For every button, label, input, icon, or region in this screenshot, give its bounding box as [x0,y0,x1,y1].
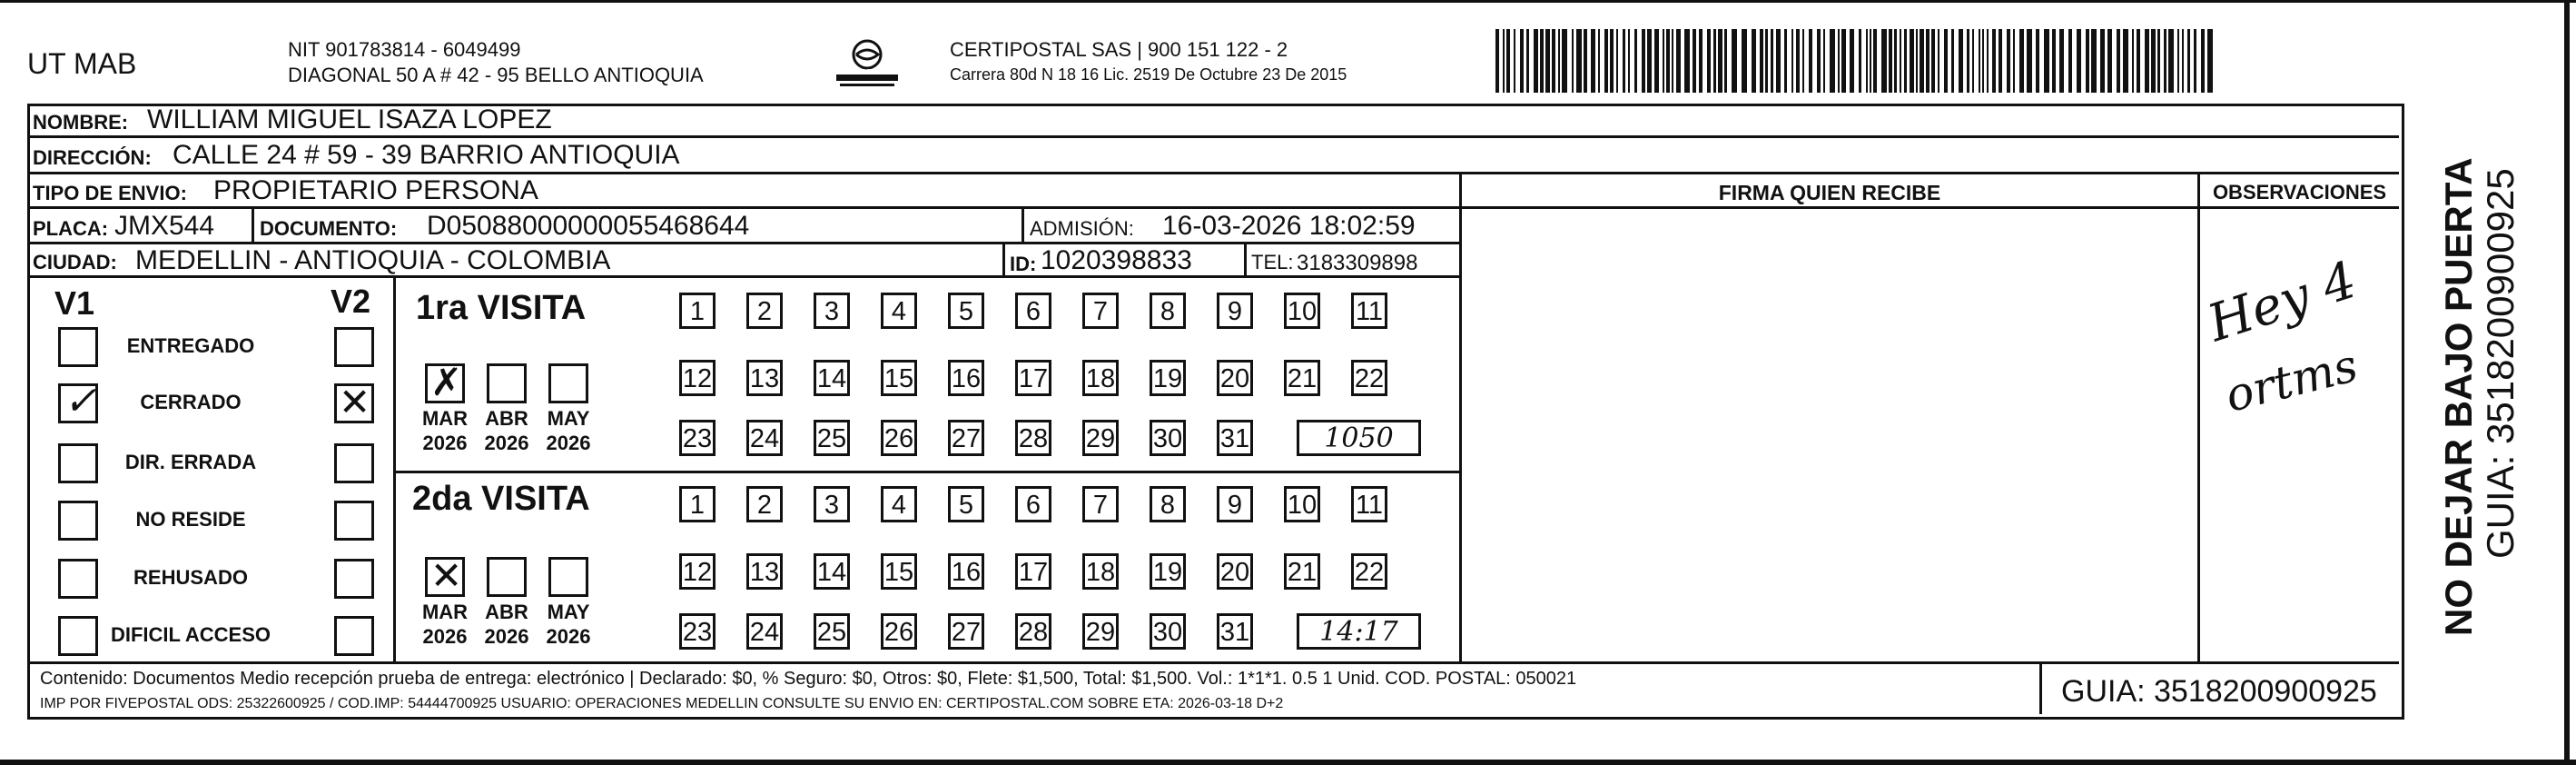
certipostal-logo [831,38,903,93]
status-checkbox-v1[interactable] [58,559,98,599]
year-label: 2026 [484,625,529,648]
day-box[interactable]: 5 [948,293,984,329]
day-box[interactable]: 26 [881,420,917,456]
admision-label: ADMISIÓN: [1030,217,1134,240]
observaciones-header: OBSERVACIONES [2212,181,2387,204]
day-box[interactable]: 25 [814,613,850,650]
day-box[interactable]: 9 [1217,293,1253,329]
day-box[interactable]: 17 [1015,360,1051,396]
status-checkbox-v1[interactable] [58,443,98,483]
placa-label: PLACA: [33,217,109,240]
day-box[interactable]: 23 [679,420,716,456]
side-warning: NO DEJAR BAJO PUERTA [2437,157,2480,636]
time-box: 1050 [1297,420,1421,456]
status-checkbox-v2[interactable] [334,443,374,483]
documento-label: DOCUMENTO: [260,217,398,240]
month-label: MAY [547,601,590,623]
firma-area[interactable] [1462,209,2197,661]
observaciones-handwritten-2: ortms [2220,339,2364,422]
tel-label: TEL: [1251,251,1294,273]
day-box[interactable]: 27 [948,420,984,456]
ciudad-label: CIUDAD: [33,251,117,273]
day-box[interactable]: 4 [881,293,917,329]
day-box[interactable]: 6 [1015,293,1051,329]
day-box[interactable]: 16 [948,360,984,396]
day-box[interactable]: 10 [1284,293,1320,329]
month-label: ABR [485,601,528,623]
status-label: DIFICIL ACCESO [110,623,271,646]
second-visit-title: 2da VISITA [412,480,590,518]
day-box[interactable]: 6 [1015,486,1051,522]
day-box[interactable]: 9 [1217,486,1253,522]
month-checkbox[interactable] [548,557,588,597]
admision-value: 16-03-2026 18:02:59 [1162,211,1416,241]
status-label: ENTREGADO [126,334,255,357]
tipo-envio-label: TIPO DE ENVIO: [33,182,187,204]
day-box[interactable]: 11 [1351,486,1387,522]
day-box[interactable]: 21 [1284,553,1320,590]
day-box[interactable]: 22 [1351,553,1387,590]
footer-guia: GUIA: 3518200900925 [2061,674,2377,709]
month-checkbox[interactable] [487,557,527,597]
day-box[interactable]: 28 [1015,420,1051,456]
day-box[interactable]: 3 [814,486,850,522]
month-label: MAR [421,601,469,623]
year-label: 2026 [484,432,529,454]
year-label: 2026 [546,625,591,648]
v2-header: V2 [331,283,371,320]
day-box[interactable]: 14 [814,360,850,396]
day-box[interactable]: 15 [881,553,917,590]
day-box[interactable]: 30 [1150,420,1186,456]
year-label: 2026 [422,625,468,648]
documento-value: D05088000000055468644 [427,211,750,241]
month-mark: ✗ [430,361,463,403]
direccion-label: DIRECCIÓN: [33,146,152,169]
status-checkbox-v2[interactable] [334,616,374,656]
day-box[interactable]: 13 [746,553,783,590]
v2-cerrado-mark: ✕ [339,381,371,423]
day-box[interactable]: 22 [1351,360,1387,396]
day-box[interactable]: 20 [1217,553,1253,590]
day-box[interactable]: 21 [1284,360,1320,396]
status-label: DIR. ERRADA [124,451,257,473]
nombre-value: WILLIAM MIGUEL ISAZA LOPEZ [147,104,552,134]
ciudad-value: MEDELLIN - ANTIOQUIA - COLOMBIA [135,245,611,275]
id-label: ID: [1010,253,1037,275]
status-checkbox-v1[interactable] [58,616,98,656]
day-box[interactable]: 13 [746,360,783,396]
month-label: MAY [547,407,590,430]
day-box[interactable]: 3 [814,293,850,329]
day-box[interactable]: 23 [679,613,716,650]
year-label: 2026 [546,432,591,454]
day-box[interactable]: 25 [814,420,850,456]
day-box[interactable]: 11 [1351,293,1387,329]
v1-cerrado-mark: ✓ [64,378,97,424]
day-box[interactable]: 20 [1217,360,1253,396]
day-box[interactable]: 19 [1150,360,1186,396]
barcode [1495,29,2222,93]
day-box[interactable]: 28 [1015,613,1051,650]
carrier-name: CERTIPOSTAL SAS | 900 151 122 - 2 [950,38,1288,61]
day-box[interactable]: 14 [814,553,850,590]
day-box[interactable]: 16 [948,553,984,590]
day-box[interactable]: 1 [679,486,716,522]
year-label: 2026 [422,432,468,454]
day-box[interactable]: 2 [746,293,783,329]
day-box[interactable]: 12 [679,360,716,396]
day-box[interactable]: 30 [1150,613,1186,650]
v1-header: V1 [54,284,95,322]
month-checkbox[interactable] [487,363,527,403]
side-guia: GUIA: 3518200900925 [2479,168,2522,559]
day-box[interactable]: 18 [1082,553,1119,590]
first-visit-title: 1ra VISITA [416,289,587,327]
day-box[interactable]: 26 [881,613,917,650]
status-label: CERRADO [140,391,242,413]
day-box[interactable]: 17 [1015,553,1051,590]
month-label: ABR [485,407,528,430]
company-nit: NIT 901783814 - 6049499 [288,38,521,61]
placa-value: JMX544 [114,211,215,241]
tipo-envio-value: PROPIETARIO PERSONA [213,175,538,205]
day-box[interactable]: 7 [1082,486,1119,522]
day-box[interactable]: 31 [1217,420,1253,456]
status-checkbox-v2[interactable] [334,501,374,541]
company-address: DIAGONAL 50 A # 42 - 95 BELLO ANTIOQUIA [288,64,704,86]
day-box[interactable]: 2 [746,486,783,522]
day-box[interactable]: 1 [679,293,716,329]
carrier-address: Carrera 80d N 18 16 Lic. 2519 De Octubre 23 De 2015 [950,65,1347,84]
tel-value: 3183309898 [1297,251,1418,275]
status-checkbox-v1[interactable] [58,501,98,541]
status-label: NO RESIDE [135,508,246,531]
day-box[interactable]: 24 [746,613,783,650]
day-box[interactable]: 8 [1150,486,1186,522]
day-box[interactable]: 29 [1082,613,1119,650]
day-box[interactable]: 12 [679,553,716,590]
time-box: 14:17 [1297,613,1421,650]
status-label: REHUSADO [133,566,248,589]
company-name: UT MAB [27,47,137,80]
day-box[interactable]: 4 [881,486,917,522]
firma-header: FIRMA QUIEN RECIBE [1718,181,1941,204]
day-box[interactable]: 7 [1082,293,1119,329]
month-checkbox[interactable] [548,363,588,403]
day-box[interactable]: 18 [1082,360,1119,396]
month-label: MAR [421,407,469,430]
logo-caption: CERTIPOSTAL [834,68,893,76]
day-box[interactable]: 31 [1217,613,1253,650]
day-box[interactable]: 24 [746,420,783,456]
day-box[interactable]: 10 [1284,486,1320,522]
status-checkbox-v1[interactable] [58,327,98,367]
nombre-label: NOMBRE: [33,111,129,134]
footer-imp: IMP POR FIVEPOSTAL ODS: 25322600925 / COD.IMP: 54444700925 USUARIO: OPERACIONES MEDELLIN CONSULTE SU ENVIO EN: CERTIPOSTAL.COM SOBRE ETA: 2026-03-18 D+2 [40,696,1284,711]
observaciones-handwritten-1: Hey 4 [2201,250,2364,354]
day-box[interactable]: 15 [881,360,917,396]
id-value: 1020398833 [1041,245,1192,275]
day-box[interactable]: 29 [1082,420,1119,456]
direccion-value: CALLE 24 # 59 - 39 BARRIO ANTIOQUIA [173,140,680,170]
day-box[interactable]: 19 [1150,553,1186,590]
status-checkbox-v2[interactable] [334,559,374,599]
footer-contenido: Contenido: Documentos Medio recepción prueba de entrega: electrónico | Declarado: $0, % Seguro: $0, Otros: $0, Flete: $1,500, Total: $1,500. Vol.: 1*1*1. 0.5 1 Unid. COD. POSTAL: 050021 [40,669,1577,689]
status-checkbox-v2[interactable] [334,327,374,367]
day-box[interactable]: 5 [948,486,984,522]
day-box[interactable]: 8 [1150,293,1186,329]
day-box[interactable]: 27 [948,613,984,650]
month-mark: ✕ [430,554,463,597]
